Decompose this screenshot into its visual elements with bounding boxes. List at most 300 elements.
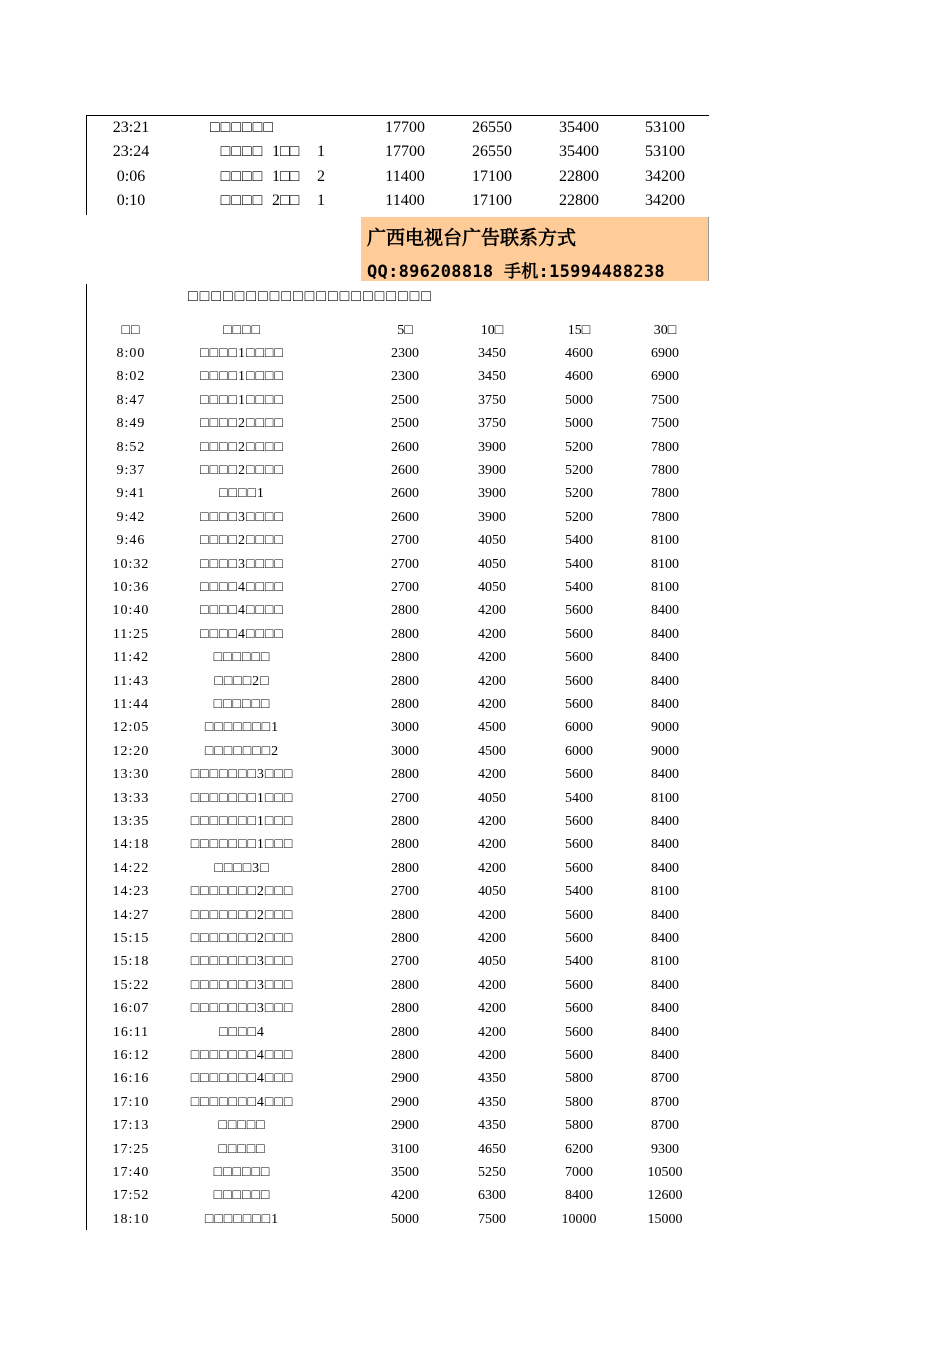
price-10-cell: 4050 <box>478 556 506 572</box>
program-cell: □□□□4 <box>219 1024 265 1040</box>
program-cell: □□□□□□□3□□□ <box>190 954 294 970</box>
program-cell: □□□□ <box>220 167 264 185</box>
price-15-cell: 5800 <box>565 1094 593 1110</box>
price-5-cell: 2700 <box>391 556 419 572</box>
time-cell: 9:42 <box>116 509 146 525</box>
price-15-cell: 5600 <box>565 673 593 689</box>
time-cell: 13:35 <box>112 814 150 829</box>
price-10-cell: 3900 <box>478 486 506 502</box>
price-30-cell: 8400 <box>651 603 679 619</box>
program-cell: □□□□ <box>220 143 264 161</box>
program-cell: □□□□2□□□□ <box>200 439 284 455</box>
time-cell: 17:10 <box>112 1094 150 1110</box>
price-15-cell: 5200 <box>565 439 593 455</box>
price-30-cell: 8100 <box>651 533 679 549</box>
price-10-cell: 4200 <box>478 767 506 783</box>
price-10-cell: 4200 <box>478 814 506 829</box>
price-10-cell: 3450 <box>478 346 506 361</box>
price-5-cell: 2800 <box>391 860 419 876</box>
table-row <box>87 1067 709 1090</box>
price-15-cell: 5400 <box>565 580 593 595</box>
price-5-cell: 2700 <box>391 533 419 549</box>
price-15-cell: 35400 <box>559 143 599 161</box>
time-cell: 0:10 <box>116 191 146 209</box>
price-5-cell: 3000 <box>391 720 419 736</box>
table-row <box>87 389 709 412</box>
price-15-cell: 5600 <box>565 837 593 853</box>
table-row <box>87 833 709 856</box>
price-10-cell: 4200 <box>478 977 506 993</box>
program-cell: □□□□3□□□□ <box>200 556 284 572</box>
time-cell: 9:37 <box>116 463 146 478</box>
price-30-cell: 8400 <box>651 673 679 689</box>
time-cell: 15:18 <box>112 954 150 970</box>
index-cell: 1 <box>317 191 325 209</box>
price-15-cell: 8400 <box>565 1188 593 1204</box>
price-30-cell: 6900 <box>651 346 679 361</box>
price-30-cell: 7800 <box>651 439 679 455</box>
time-cell: 17:52 <box>112 1188 150 1204</box>
table-row <box>87 165 709 188</box>
program-cell: □□□□□□□1□□□ <box>190 837 294 853</box>
table-row <box>87 1184 709 1207</box>
table-row <box>87 599 709 622</box>
table-row <box>87 950 709 973</box>
price-5-cell: 2800 <box>391 814 419 829</box>
program-cell: □□□□□□ <box>210 119 274 136</box>
price-5-cell: 17700 <box>385 119 425 136</box>
program-cell: □□□□1 <box>219 486 265 502</box>
time-cell: 23:24 <box>112 143 150 161</box>
price-5-cell: 2800 <box>391 1001 419 1017</box>
table-row <box>87 670 709 693</box>
time-cell: 17:25 <box>112 1141 150 1157</box>
time-cell: 14:23 <box>112 884 150 900</box>
table-row <box>87 623 709 646</box>
table-row <box>87 529 709 552</box>
price-15-cell: 5600 <box>565 931 593 946</box>
price-10-cell: 3900 <box>478 509 506 525</box>
price-15-cell: 5000 <box>565 416 593 432</box>
time-cell: 9:41 <box>116 486 146 502</box>
header-10: 10□ <box>480 323 504 338</box>
price-30-cell: 8400 <box>651 907 679 923</box>
time-cell: 11:43 <box>112 673 150 689</box>
time-cell: 11:42 <box>112 650 150 666</box>
price-10-cell: 17100 <box>472 191 512 209</box>
contact-details: QQ:896208818 手机:15994488238 <box>367 262 665 282</box>
price-10-cell: 4200 <box>478 697 506 712</box>
episode-cell: 1□□ <box>272 143 300 161</box>
price-5-cell: 2300 <box>391 369 419 385</box>
program-cell: □□□□3□□□□ <box>200 509 284 525</box>
price-5-cell: 2600 <box>391 439 419 455</box>
price-30-cell: 15000 <box>647 1211 683 1227</box>
program-cell: □□□□□□ <box>213 650 271 666</box>
price-30-cell: 34200 <box>645 167 685 185</box>
program-cell: □□□□1□□□□ <box>200 369 284 385</box>
program-cell: □□□□□□□2 <box>204 743 280 759</box>
price-5-cell: 2800 <box>391 673 419 689</box>
table-row <box>87 140 709 163</box>
price-30-cell: 7800 <box>651 486 679 502</box>
table-row <box>87 1091 709 1114</box>
price-30-cell: 8400 <box>651 626 679 642</box>
time-cell: 14:22 <box>112 860 150 876</box>
table-row <box>87 1161 709 1184</box>
price-5-cell: 2600 <box>391 509 419 525</box>
price-30-cell: 34200 <box>645 191 685 209</box>
price-30-cell: 8400 <box>651 837 679 853</box>
time-cell: 8:49 <box>116 416 146 432</box>
price-15-cell: 5600 <box>565 977 593 993</box>
price-10-cell: 4200 <box>478 650 506 666</box>
price-15-cell: 5600 <box>565 650 593 666</box>
price-5-cell: 2700 <box>391 580 419 595</box>
price-15-cell: 5600 <box>565 767 593 783</box>
time-cell: 14:18 <box>112 837 150 853</box>
table-row <box>87 412 709 435</box>
price-5-cell: 3000 <box>391 743 419 759</box>
program-cell: □□□□□□□3□□□ <box>190 977 294 993</box>
price-10-cell: 4200 <box>478 860 506 876</box>
header-15: 15□ <box>567 323 591 338</box>
program-cell: □□□□□□ <box>213 1188 271 1204</box>
price-30-cell: 8700 <box>651 1118 679 1134</box>
table-row <box>87 116 709 139</box>
price-10-cell: 4050 <box>478 580 506 595</box>
program-cell: □□□□2□□□□ <box>200 463 284 478</box>
price-30-cell: 8100 <box>651 884 679 900</box>
price-15-cell: 5600 <box>565 907 593 923</box>
price-15-cell: 5400 <box>565 790 593 806</box>
time-cell: 13:33 <box>112 790 150 806</box>
program-cell: □□□□□□ <box>213 697 271 712</box>
price-15-cell: 5600 <box>565 603 593 619</box>
price-10-cell: 4350 <box>478 1071 506 1087</box>
price-5-cell: 2800 <box>391 1048 419 1063</box>
price-10-cell: 17100 <box>472 167 512 185</box>
program-cell: □□□□□□□2□□□ <box>190 884 294 900</box>
program-cell: □□□□3□ <box>214 860 270 876</box>
index-cell: 1 <box>317 143 325 161</box>
time-cell: 8:02 <box>116 369 146 385</box>
price-5-cell: 11400 <box>385 191 425 209</box>
price-5-cell: 2800 <box>391 977 419 993</box>
price-10-cell: 4050 <box>478 884 506 900</box>
price-5-cell: 4200 <box>391 1188 419 1204</box>
time-cell: 15:15 <box>112 931 150 946</box>
price-10-cell: 6300 <box>478 1188 506 1204</box>
episode-cell: 1□□ <box>272 167 300 185</box>
program-cell: □□□□2□□□□ <box>200 533 284 549</box>
price-15-cell: 22800 <box>559 191 599 209</box>
price-5-cell: 2800 <box>391 626 419 642</box>
price-15-cell: 5600 <box>565 626 593 642</box>
table-row <box>87 365 709 388</box>
time-cell: 17:13 <box>112 1118 150 1134</box>
price-15-cell: 5200 <box>565 463 593 478</box>
price-5-cell: 2500 <box>391 416 419 432</box>
header-time: □□ <box>121 323 141 338</box>
table-row <box>87 646 709 669</box>
header-5: 5□ <box>397 323 413 338</box>
price-30-cell: 10500 <box>647 1165 683 1180</box>
time-cell: 10:36 <box>112 580 150 595</box>
price-5-cell: 2900 <box>391 1071 419 1087</box>
table-row <box>87 436 709 459</box>
price-15-cell: 4600 <box>565 346 593 361</box>
table-header-row <box>87 319 709 342</box>
time-cell: 10:32 <box>112 556 150 572</box>
price-10-cell: 4200 <box>478 626 506 642</box>
price-15-cell: 5000 <box>565 392 593 408</box>
price-30-cell: 12600 <box>647 1188 683 1204</box>
price-5-cell: 2800 <box>391 697 419 712</box>
price-5-cell: 5000 <box>391 1211 419 1227</box>
price-10-cell: 4050 <box>478 954 506 970</box>
program-cell: □□□□□□□4□□□ <box>190 1071 294 1087</box>
price-15-cell: 6000 <box>565 743 593 759</box>
price-30-cell: 8400 <box>651 814 679 829</box>
price-15-cell: 10000 <box>561 1211 597 1227</box>
price-10-cell: 4050 <box>478 533 506 549</box>
time-cell: 16:11 <box>112 1024 150 1040</box>
program-cell: □□□□□□□3□□□ <box>190 1001 294 1017</box>
price-5-cell: 2800 <box>391 931 419 946</box>
price-30-cell: 53100 <box>645 143 685 161</box>
price-10-cell: 3750 <box>478 392 506 408</box>
price-5-cell: 17700 <box>385 143 425 161</box>
price-10-cell: 4200 <box>478 1048 506 1063</box>
table-row <box>87 740 709 763</box>
program-cell: □□□□□□□1□□□ <box>190 790 294 806</box>
episode-cell <box>272 116 302 139</box>
price-15-cell: 5600 <box>565 814 593 829</box>
section2-title: □□□□□□□□□□□□□□□□□□□□□ <box>188 288 433 305</box>
price-30-cell: 8100 <box>651 954 679 970</box>
time-cell: 16:07 <box>112 1001 150 1017</box>
price-10-cell: 4200 <box>478 907 506 923</box>
price-10-cell: 4350 <box>478 1094 506 1110</box>
price-15-cell: 5400 <box>565 556 593 572</box>
price-10-cell: 4200 <box>478 1001 506 1017</box>
table-row <box>87 927 709 950</box>
table-row <box>87 459 709 482</box>
price-30-cell: 8700 <box>651 1094 679 1110</box>
price-10-cell: 4200 <box>478 931 506 946</box>
price-30-cell: 8400 <box>651 977 679 993</box>
program-cell: □□□□ <box>220 191 264 209</box>
price-15-cell: 35400 <box>559 119 599 136</box>
price-10-cell: 4500 <box>478 743 506 759</box>
table-row <box>87 482 709 505</box>
price-5-cell: 2600 <box>391 463 419 478</box>
price-10-cell: 3750 <box>478 416 506 432</box>
time-cell: 23:21 <box>112 119 150 136</box>
index-cell <box>317 116 337 139</box>
price-10-cell: 4200 <box>478 603 506 619</box>
program-cell: □□□□□□□2□□□ <box>190 931 294 946</box>
time-cell: 12:05 <box>112 720 150 736</box>
price-10-cell: 4050 <box>478 790 506 806</box>
price-15-cell: 5600 <box>565 1024 593 1040</box>
table-row <box>87 1044 709 1067</box>
price-15-cell: 5200 <box>565 509 593 525</box>
price-5-cell: 2300 <box>391 346 419 361</box>
time-cell: 16:12 <box>112 1048 150 1063</box>
index-cell: 2 <box>317 167 325 185</box>
price-30-cell: 7500 <box>651 416 679 432</box>
price-5-cell: 11400 <box>385 167 425 185</box>
program-cell: □□□□2□□□□ <box>200 416 284 432</box>
time-cell: 11:44 <box>112 697 150 712</box>
program-cell: □□□□□□□4□□□ <box>190 1048 294 1063</box>
table-row <box>87 506 709 529</box>
program-cell: □□□□□□□1□□□ <box>190 814 294 829</box>
table-row <box>87 1021 709 1044</box>
program-cell: □□□□1□□□□ <box>200 346 284 361</box>
header-program: □□□□ <box>223 323 261 338</box>
price-15-cell: 5600 <box>565 697 593 712</box>
price-15-cell: 5800 <box>565 1071 593 1087</box>
price-30-cell: 8100 <box>651 556 679 572</box>
table-row <box>87 576 709 599</box>
time-cell: 12:20 <box>112 743 150 759</box>
program-cell: □□□□□□□1 <box>204 1211 280 1227</box>
price-10-cell: 7500 <box>478 1211 506 1227</box>
price-30-cell: 9300 <box>651 1141 679 1157</box>
time-cell: 11:25 <box>112 626 150 642</box>
price-15-cell: 6000 <box>565 720 593 736</box>
time-cell: 0:06 <box>116 167 146 185</box>
price-5-cell: 2900 <box>391 1118 419 1134</box>
table-row <box>87 904 709 927</box>
table-row <box>87 342 709 365</box>
table-row <box>87 763 709 786</box>
table-row <box>87 810 709 833</box>
price-5-cell: 2800 <box>391 767 419 783</box>
price-10-cell: 3900 <box>478 439 506 455</box>
price-5-cell: 3100 <box>391 1141 419 1157</box>
time-cell: 14:27 <box>112 907 150 923</box>
time-cell: 8:00 <box>116 346 146 361</box>
program-cell: □□□□□□ <box>213 1165 271 1180</box>
program-cell: □□□□1□□□□ <box>200 392 284 408</box>
table-row <box>87 189 709 212</box>
time-cell: 8:47 <box>116 392 146 408</box>
table-row <box>87 553 709 576</box>
price-30-cell: 8100 <box>651 790 679 806</box>
program-cell: □□□□4□□□□ <box>200 626 284 642</box>
price-30-cell: 6900 <box>651 369 679 385</box>
price-15-cell: 5800 <box>565 1118 593 1134</box>
price-5-cell: 2800 <box>391 603 419 619</box>
table-row <box>87 716 709 739</box>
price-30-cell: 53100 <box>645 119 685 136</box>
price-10-cell: 4200 <box>478 837 506 853</box>
price-30-cell: 8400 <box>651 1024 679 1040</box>
table-row <box>87 1208 709 1231</box>
price-15-cell: 6200 <box>565 1141 593 1157</box>
price-30-cell: 7800 <box>651 463 679 478</box>
table-row <box>87 880 709 903</box>
price-30-cell: 8100 <box>651 580 679 595</box>
price-15-cell: 5400 <box>565 884 593 900</box>
price-10-cell: 3450 <box>478 369 506 385</box>
price-5-cell: 2500 <box>391 392 419 408</box>
program-cell: □□□□□ <box>218 1141 266 1157</box>
price-5-cell: 2700 <box>391 954 419 970</box>
price-30-cell: 8400 <box>651 860 679 876</box>
price-15-cell: 22800 <box>559 167 599 185</box>
price-10-cell: 3900 <box>478 463 506 478</box>
price-30-cell: 9000 <box>651 743 679 759</box>
price-5-cell: 2700 <box>391 884 419 900</box>
price-10-cell: 4200 <box>478 673 506 689</box>
program-cell: □□□□□□□3□□□ <box>190 767 294 783</box>
header-30: 30□ <box>653 323 677 338</box>
table-row <box>87 974 709 997</box>
price-10-cell: 4500 <box>478 720 506 736</box>
program-cell: □□□□□□□2□□□ <box>190 907 294 923</box>
price-15-cell: 4600 <box>565 369 593 385</box>
table-row <box>87 1138 709 1161</box>
price-15-cell: 5400 <box>565 533 593 549</box>
price-15-cell: 7000 <box>565 1165 593 1180</box>
time-cell: 16:16 <box>112 1071 150 1087</box>
price-15-cell: 5600 <box>565 860 593 876</box>
program-cell: □□□□4□□□□ <box>200 580 284 595</box>
time-cell: 18:10 <box>112 1211 150 1227</box>
price-5-cell: 2600 <box>391 486 419 502</box>
price-5-cell: 2800 <box>391 907 419 923</box>
table-row <box>87 787 709 810</box>
price-30-cell: 8700 <box>651 1071 679 1087</box>
time-cell: 13:30 <box>112 767 150 783</box>
price-10-cell: 5250 <box>478 1165 506 1180</box>
price-5-cell: 2700 <box>391 790 419 806</box>
price-10-cell: 4350 <box>478 1118 506 1134</box>
price-10-cell: 26550 <box>472 143 512 161</box>
program-cell: □□□□□□□4□□□ <box>190 1094 294 1110</box>
price-30-cell: 8400 <box>651 697 679 712</box>
price-5-cell: 2800 <box>391 650 419 666</box>
price-10-cell: 4200 <box>478 1024 506 1040</box>
price-15-cell: 5600 <box>565 1001 593 1017</box>
price-30-cell: 7800 <box>651 509 679 525</box>
table-row <box>87 857 709 880</box>
program-cell: □□□□2□ <box>214 673 270 689</box>
time-cell: 17:40 <box>112 1165 150 1180</box>
price-30-cell: 8400 <box>651 1048 679 1063</box>
episode-cell: 2□□ <box>272 191 300 209</box>
price-30-cell: 8400 <box>651 931 679 946</box>
contact-banner <box>361 217 709 281</box>
table-row <box>87 1114 709 1137</box>
price-15-cell: 5400 <box>565 954 593 970</box>
price-5-cell: 3500 <box>391 1165 419 1180</box>
table-row <box>87 997 709 1020</box>
table-row <box>87 693 709 716</box>
price-30-cell: 8400 <box>651 767 679 783</box>
price-30-cell: 7500 <box>651 392 679 408</box>
program-cell: □□□□□□□1 <box>204 720 280 736</box>
price-5-cell: 2900 <box>391 1094 419 1110</box>
time-cell: 10:40 <box>112 603 150 619</box>
price-5-cell: 2800 <box>391 1024 419 1040</box>
time-cell: 8:52 <box>116 439 146 455</box>
